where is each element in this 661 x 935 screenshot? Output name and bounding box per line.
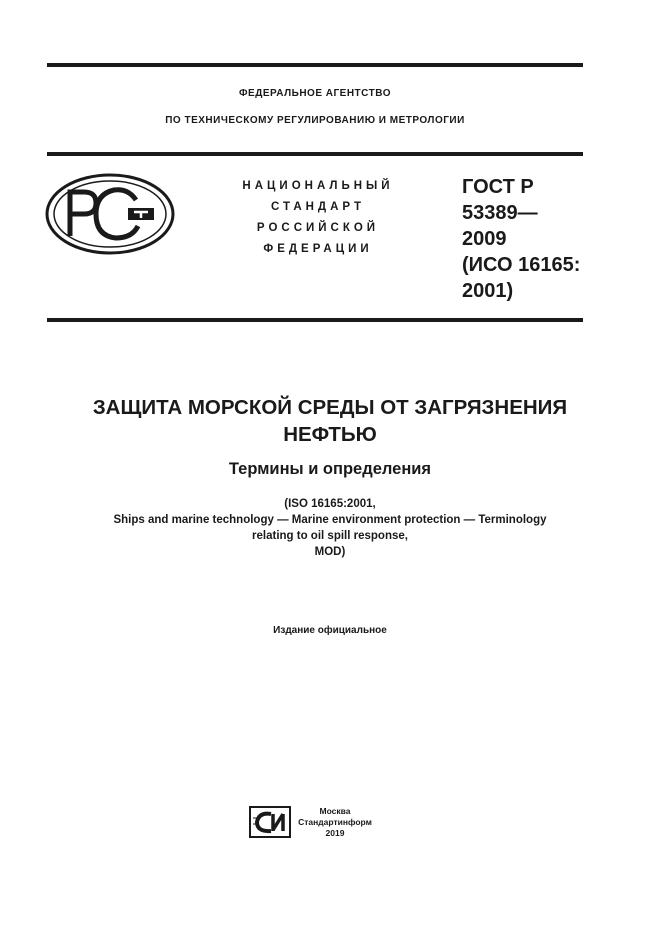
document-subtitle: Термины и определения — [228, 460, 432, 478]
iso-reference-line-1: (ISO 16165:2001, — [284, 498, 376, 510]
title-line-1: ЗАЩИТА МОРСКОЙ СРЕДЫ ОТ ЗАГРЯЗНЕНИЯ — [92, 396, 568, 419]
national-standard-line-4: ФЕДЕРАЦИИ — [263, 243, 373, 255]
publisher-name: Стандартинформ — [298, 817, 372, 827]
block-rule — [47, 318, 583, 322]
designation-line-5: 2001) — [462, 280, 514, 302]
iso-reference-line-2: Ships and marine technology — Marine environment protection — Terminology — [113, 514, 547, 526]
standard-designation — [462, 174, 592, 304]
iso-reference — [40, 496, 620, 560]
designation-line-3: 2009 — [462, 228, 507, 250]
agency-line-2: ПО ТЕХНИЧЕСКОМУ РЕГУЛИРОВАНИЮ И МЕТРОЛОГИИ — [165, 115, 465, 126]
national-standard-line-2: СТАНДАРТ — [271, 201, 365, 213]
publisher-block — [293, 806, 377, 839]
publisher-city: Москва — [319, 806, 351, 816]
header-rule — [47, 152, 583, 156]
document-title — [40, 394, 620, 448]
national-standard-label — [200, 176, 436, 260]
agency-line-1: ФЕДЕРАЛЬНОЕ АГЕНТСТВО — [238, 88, 391, 99]
standartinform-logo-icon — [249, 806, 291, 838]
rst-certification-mark-icon — [44, 172, 176, 256]
national-standard-line-1: НАЦИОНАЛЬНЫЙ — [242, 180, 394, 192]
iso-reference-line-4: MOD) — [314, 546, 346, 558]
title-line-2: НЕФТЬЮ — [283, 423, 377, 446]
edition-label: Издание официальное — [273, 625, 387, 636]
designation-line-4: (ИСО 16165: — [462, 254, 581, 276]
publisher-year: 2019 — [325, 828, 345, 838]
iso-reference-line-3: relating to oil spill response, — [252, 530, 408, 542]
national-standard-line-3: РОССИЙСКОЙ — [256, 222, 380, 234]
designation-line-2: 53389— — [462, 202, 538, 224]
designation-line-1: ГОСТ Р — [462, 176, 534, 198]
top-rule — [47, 63, 583, 67]
